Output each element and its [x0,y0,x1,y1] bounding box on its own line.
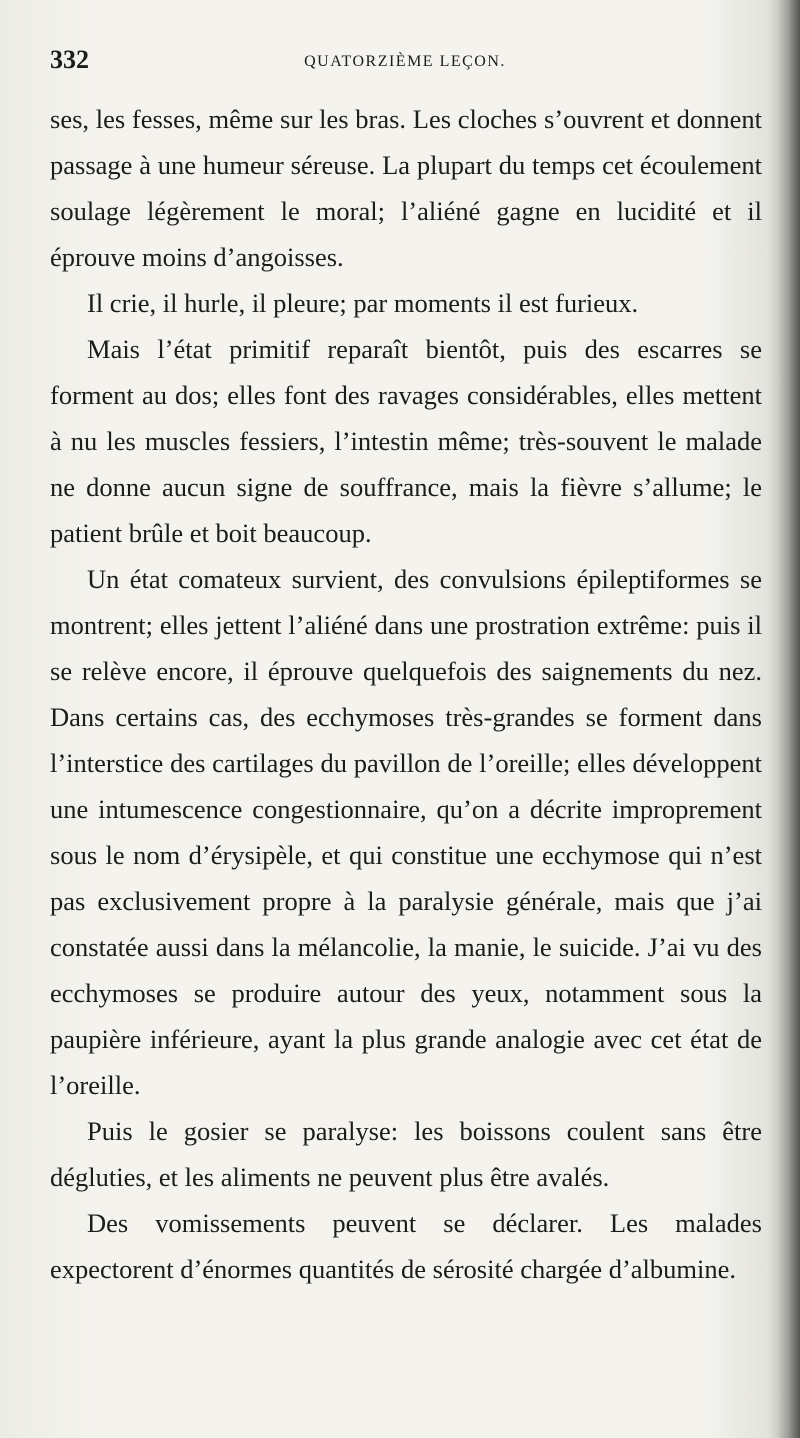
paragraph: Des vomissements peuvent se déclarer. Les malades expectorent d’énormes quantités de sérosité chargée d’albumine. [50,1208,762,1284]
running-head: QUATORZIÈME LEÇON. [304,53,506,70]
page-header [50,44,760,84]
paragraph: Mais l’état primitif reparaît bientôt, puis des escarres se forment au dos; elles font des ravages considérables, elles mettent à nu les muscles fessiers, l’intestin même; très-souvent le malade ne donne aucun signe de souffrance, mais la fièvre s’allume; le patient brûle et boit beaucoup. [50,334,762,548]
page-edge-shadow [778,0,800,1438]
page-number: 332 [50,45,89,74]
paragraph: Il crie, il hurle, il pleure; par moments il est furieux. [87,288,639,318]
paragraph: Puis le gosier se paralyse: les boissons coulent sans être dégluties, et les aliments ne peuvent plus être avalés. [50,1116,762,1192]
body-text [50,96,762,1292]
paragraph-continued: ses, les fesses, même sur les bras. Les cloches s’ouvrent et donnent passage à une humeur séreuse. La plupart du temps cet écoulement soulage légèrement le moral; l’aliéné gagne en lucidité et il éprouve moins d’angoisses. [50,104,762,272]
paragraph: Un état comateux survient, des convulsions épileptiformes se montrent; elles jettent l’aliéné dans une prostration extrême: puis il se relève encore, il éprouve quelquefois des saignements du nez. Dans certains cas, des ecchymoses très-grandes se forment dans l’interstice des cartilages du pavillon de l’oreille; elles développent une intumescence congestionnaire, qu’on a décrite improprement sous le nom d’érysipèle, et qui constitue une ecchymose qui n’est pas exclusivement propre à la paralysie générale, mais que j’ai constatée aussi dans la mélancolie, la manie, le suicide. J’ai vu des ecchymoses se produire autour des yeux, notamment sous la paupière inférieure, ayant la plus grande analogie avec cet état de l’oreille. [50,564,762,1100]
